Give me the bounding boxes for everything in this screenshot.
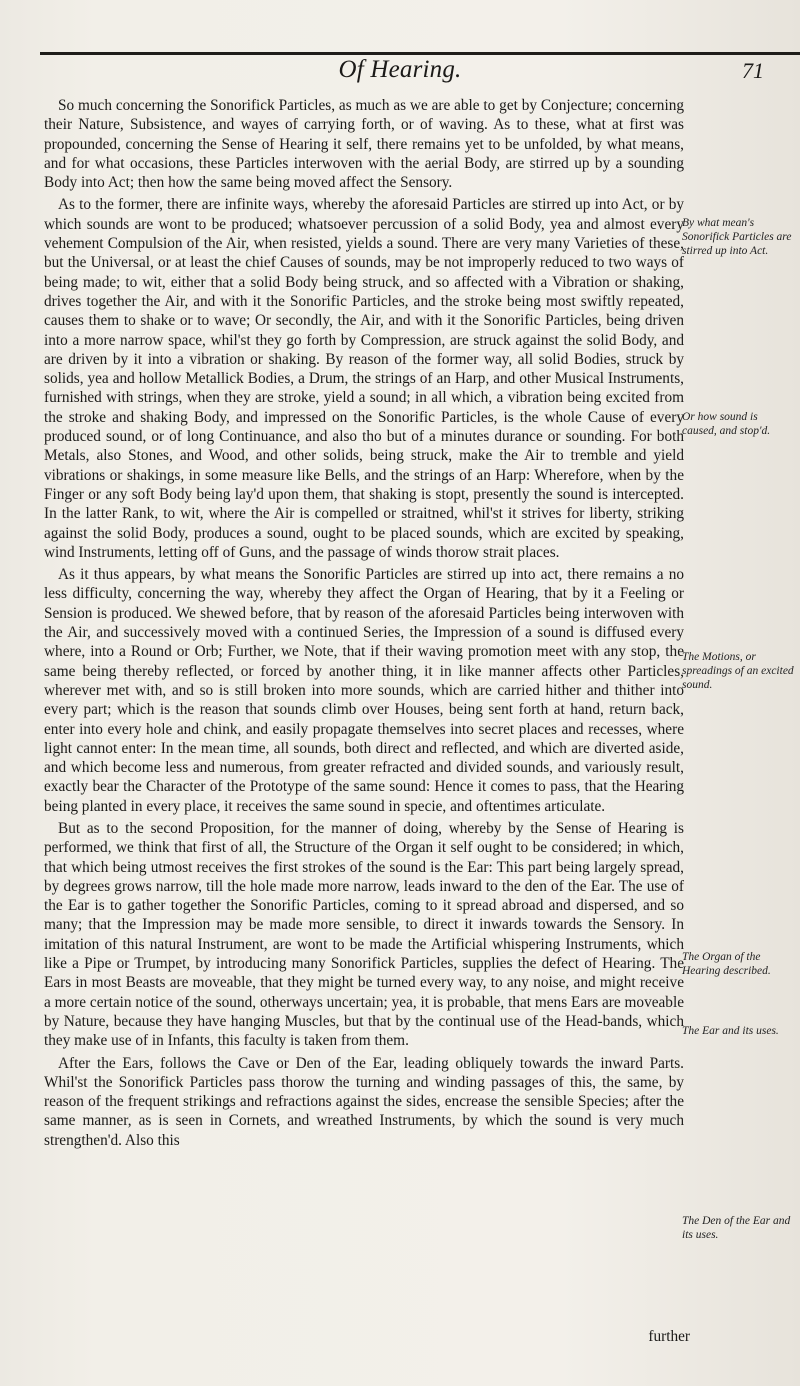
paragraph-1: So much concerning the Sonorifick Particles, as much as we are able to get by Conjecture; concerning their Nature, Subsistence, and wayes of carrying forth, or of waving. As to these, what at first was propounded, concerning the Sense of Hearing it self, there remains yet to be unfolded, by what means, and for what occasions, these Particles interwoven with the aerial Body, are stirred up by a sounding Body into Act; then how the same being moved affect the Sensory. [44,97,684,192]
paragraph-3: As it thus appears, by what means the Sonorific Particles are stirred up into act, there remains a no less difficulty, concerning the way, whereby they affect the Organ of Hearing, that by it a Feeling or Sension is produced. We shewed before, that by reason of the aforesaid Particles being interwoven with the Air, and successively moved with a continued Series, the Impression of a sound is diffused every where, into a Round or Orb; Further, we Note, that if their waving promotion meet with any stop, the same being thereby reflected, or forced by another thing, it in like manner affects other Particles, wherever met with, and so is still broken into more sounds, which are carried hither and thither into every part; which is the reason that sounds climb over Houses, being sent forth at hand, return back, enter into every hole and chink, and easily propagate themselves into secret places and recesses, where light cannot enter: In the mean time, all sounds, both direct and reflected, and which are diverted aside, and which become less and numerous, from greater refracted and divided sounds, and variously result, exactly bear the Character of the Prototype of the same sound: Hence it comes to pass, that the Hearing being planted in every place, it receives the same sound in specie, and oftentimes articulate. [44,566,684,815]
running-title: Of Hearing. [338,56,462,83]
body-text [44,96,684,1153]
margin-note-den-of-ear: The Den of the Ear and its uses. [682,1215,791,1241]
margin-note-ear-uses: The Ear and its uses. [682,1025,779,1037]
paragraph-5: After the Ears, follows the Cave or Den of the Ear, leading obliquely towards the inward Parts. Whil'st the Sonorifick Particles pass thorow the turning and winding passages of this, the same, by reason of the frequent strikings and refractions against the sides, encrease the sensible Species; after the same manner, as is seen in Cornets, and wreathed Instruments, by which the sound is very much strengthen'd. Also this [44,1054,684,1149]
page-number: 71 [742,58,764,83]
catchword: further [648,1328,690,1345]
paragraph-2: As to the former, there are infinite ways, whereby the aforesaid Particles are stirred up into Act, or by which sounds are wont to be produced; whatsoever percussion of a solid Body, yea and almost every vehement Compulsion of the Air, when resisted, yields a sound. There are very many Varieties of these, but the Universal, or at least the chief Causes of sounds, may be not improperly reduced to two ways of being made; to wit, either that a solid Body being struck, and so affected with a Vibration or shaking, drives together the Air, and with it the Sonorific Particles, and the stroke being most swiftly repeated, causes them to shake or to wave; Or secondly, the Air, and with it the Sonorific Particles, being driven into a more narrow space, whil'st they go forth by Compression, are struck against the solid Body, and are driven by it into a vibration or shaking. By reason of the former way, all solid Bodies, struck by solids, yea and hollow Metallick Bodies, a Drum, the strings of an Harp, and other Musical Instruments, furnished with strings, when they are stroke, yield a sound; in all which, a vibration being excited from the stroke and shaking Body, and impressed on the Sonorific Particles, is the whole Cause of every produced sound, or of long Continuance, and also tho but of a minutes durance or sounding. For both Metals, also Stones, and Wood, and other solids, being struck, make the Air to tremble and yield vibrations or shakings, in some measure like Bells, and the strings of an Harp: Wherefore, when by the Finger or any soft Body being lay'd upon them, that shaking is stopt, presently the sound is intercepted. In the latter Rank, to wit, where the Air is compelled or straitned, whil'st it strives for liberty, striking against the solid Body, produces a sound, ought to be placed sounds, which are excited by speaking, wind Instruments, letting off of Guns, and the passage of winds thorow strait places. [44,196,684,561]
paragraph-4: But as to the second Proposition, for the manner of doing, whereby by the Sense of Hearing is performed, we think that first of all, the Structure of the Organ it self ought to be considered; in which, that which being utmost receives the first strokes of the sound is the Ear: This part being largely spread, by degrees grows narrow, till the hole made more narrow, leads inward to the den of the Ear. The use of the Ear is to gather together the Sonorific Particles, coming to it spread abroad and dispersed, and so many; that the Impression may be made more sensible, to direct it inwards towards the Sensory. In imitation of this natural Instrument, are wont to be made the Artificial whispering Instruments, which like a Pipe or Trumpet, by introducing many Sonorifick Particles, supplies the defect of Hearing. The Ears in most Beasts are moveable, that they might be turned every way, to any noise, and might receive a more certain notice of the sound, otherways uncertain; yea, it is probable, that mens Ears are moveable by Nature, because they have hanging Muscles, but that by the continual use of the Head-bands, which they make use of in Infants, this faculty is taken from them. [44,819,684,1050]
margin-note-sonorific-particles: By what mean's Sonorifick Particles are stirred up into Act. [682,217,792,257]
header-rule [40,52,800,55]
margin-note-sound-caused: Or how sound is caused, and stop'd. [682,411,771,437]
margin-note-organ-of-hearing: The Organ of the Hearing described. [682,951,771,977]
margin-note-motions: The Motions, or spreadings of an excited sound. [682,651,794,691]
